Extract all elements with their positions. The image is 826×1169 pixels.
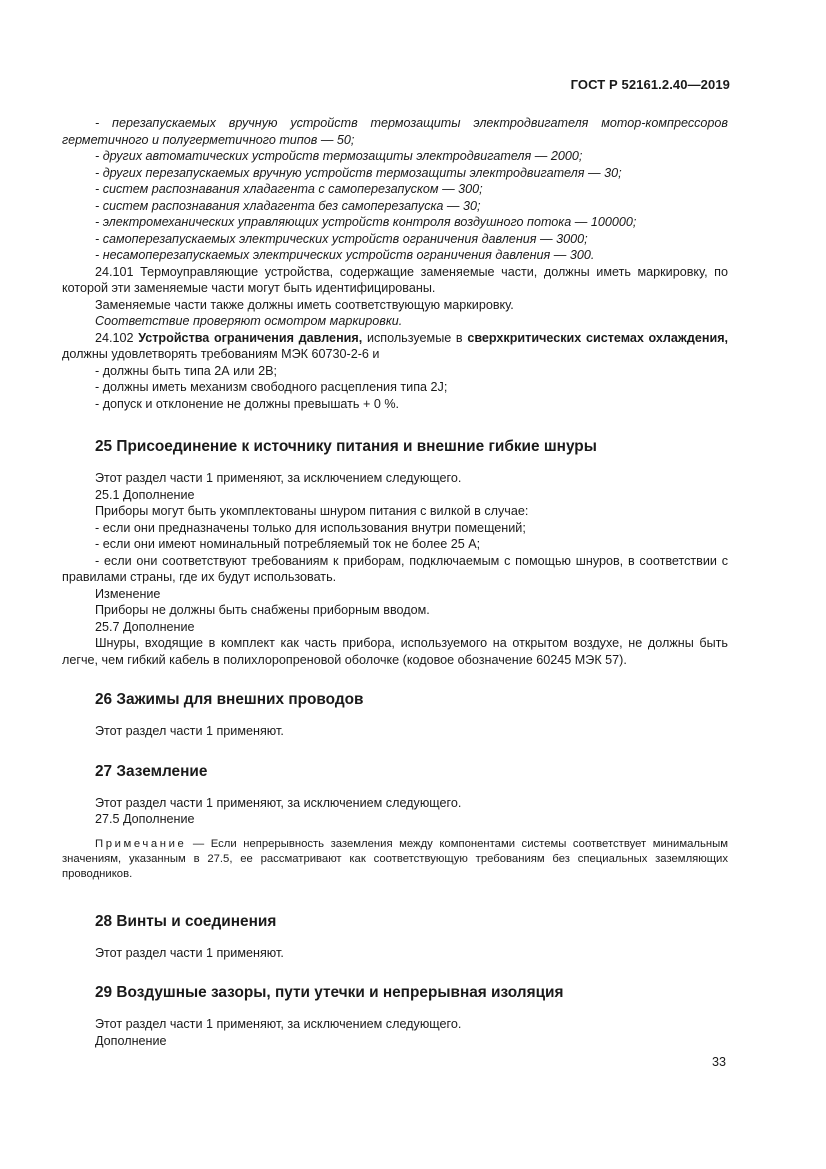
clause-24-101: 24.101 Термоуправляющие устройства, содержащие заменяемые части, должны иметь маркировку, по которой эти заменяемые части могут быть идентифицированы.	[62, 264, 728, 295]
section-29-title: 29 Воздушные зазоры, пути утечки и непрерывная изоляция	[95, 984, 564, 1001]
compliance-check: Соответствие проверяют осмотром маркировки.	[95, 314, 403, 328]
list-item: - самоперезапускаемых электрических устройств ограничения давления — 3000;	[95, 231, 588, 246]
section-text: Этот раздел части 1 применяют, за исключением следующего.	[95, 471, 462, 485]
page-number: 33	[711, 1055, 726, 1069]
section-28-title: 28 Винты и соединения	[95, 912, 277, 930]
section-text: Шнуры, входящие в комплект как часть прибора, используемого на открытом воздухе, не должны быть легче, чем гибкий кабель в полихлоропреновой оболочке (кодовое обозначение 60245 МЭК 57).	[62, 636, 728, 667]
section-text: Изменение	[95, 586, 161, 601]
list-item: - других перезапускаемых вручную устройств термозащиты электродвигателя — 30;	[95, 165, 622, 180]
list-item: - других автоматических устройств термозащиты электродвигателя — 2000;	[95, 149, 583, 163]
list-item: - электромеханических управляющих устройств контроля воздушного потока — 100000;	[95, 215, 637, 229]
section-text: 25.7 Дополнение	[95, 619, 195, 634]
section-text: 25.1 Дополнение	[95, 487, 195, 502]
section-text: Этот раздел части 1 применяют.	[95, 724, 284, 738]
clause-term: Устройства ограничения давления,	[138, 330, 363, 345]
standard-id: ГОСТ Р 52161.2.40—2019	[570, 77, 730, 92]
section-27-title: 27 Заземление	[95, 762, 208, 780]
list-item: - несамоперезапускаемых электрических устройств ограничения давления — 300.	[95, 248, 595, 262]
cycle-count-list	[62, 115, 728, 264]
clause-24-101-marking: Заменяемые части также должны иметь соответствующую маркировку.	[95, 297, 514, 312]
clause-text: должны удовлетворять требованиям МЭК 60730-2-6 и	[62, 347, 380, 361]
list-item: - допуск и отклонение не должны превышать + 0 %.	[95, 396, 400, 411]
page-content	[62, 115, 728, 1049]
note-text: — Если непрерывность заземления между компонентами системы соответствует минимальным значениям, указанным в 27.5, ее рассматривают как соответствующую требованиям без специальных заземляющих проводников.	[62, 837, 728, 880]
list-item: - систем распознавания хладагента с самоперезапуском — 300;	[95, 182, 483, 196]
list-item: - перезапускаемых вручную устройств термозащиты электродвигателя мотор-компрессоров герметичного и полугерметичного типов — 50;	[62, 116, 728, 147]
clause-number: 24.102	[95, 330, 134, 345]
list-item: - должны быть типа 2А или 2В;	[95, 363, 277, 378]
list-item: - если они соответствуют требованиям к приборам, подключаемым с помощью шнуров, в соответствии с правилами страны, где их будут использовать.	[62, 553, 728, 584]
list-item: - если они имеют номинальный потребляемый ток не более 25 А;	[95, 537, 481, 551]
note-label: Примечание	[95, 837, 187, 850]
section-text: Этот раздел части 1 применяют.	[95, 945, 284, 960]
list-item: - если они предназначены только для использования внутри помещений;	[95, 520, 526, 535]
section-text: Дополнение	[95, 1033, 167, 1048]
list-item: - систем распознавания хладагента без самоперезапуска — 30;	[95, 198, 481, 213]
clause-24-102	[62, 330, 728, 363]
list-item: - должны иметь механизм свободного расцепления типа 2J;	[95, 380, 448, 394]
clause-text: используемые в	[366, 330, 463, 345]
section-text: Приборы не должны быть снабжены приборным вводом.	[95, 603, 430, 617]
section-text: Этот раздел части 1 применяют, за исключением следующего.	[95, 795, 462, 810]
section-text: Этот раздел части 1 применяют, за исключением следующего.	[95, 1017, 462, 1031]
section-26-title: 26 Зажимы для внешних проводов	[95, 691, 364, 708]
section-text: 27.5 Дополнение	[95, 812, 195, 826]
clause-term: сверхкритических системах охлаждения,	[467, 330, 729, 345]
section-text: Приборы могут быть укомплектованы шнуром питания с вилкой в случае:	[95, 504, 529, 518]
section-25-title: 25 Присоединение к источнику питания и внешние гибкие шнуры	[95, 438, 597, 455]
note	[62, 837, 728, 882]
